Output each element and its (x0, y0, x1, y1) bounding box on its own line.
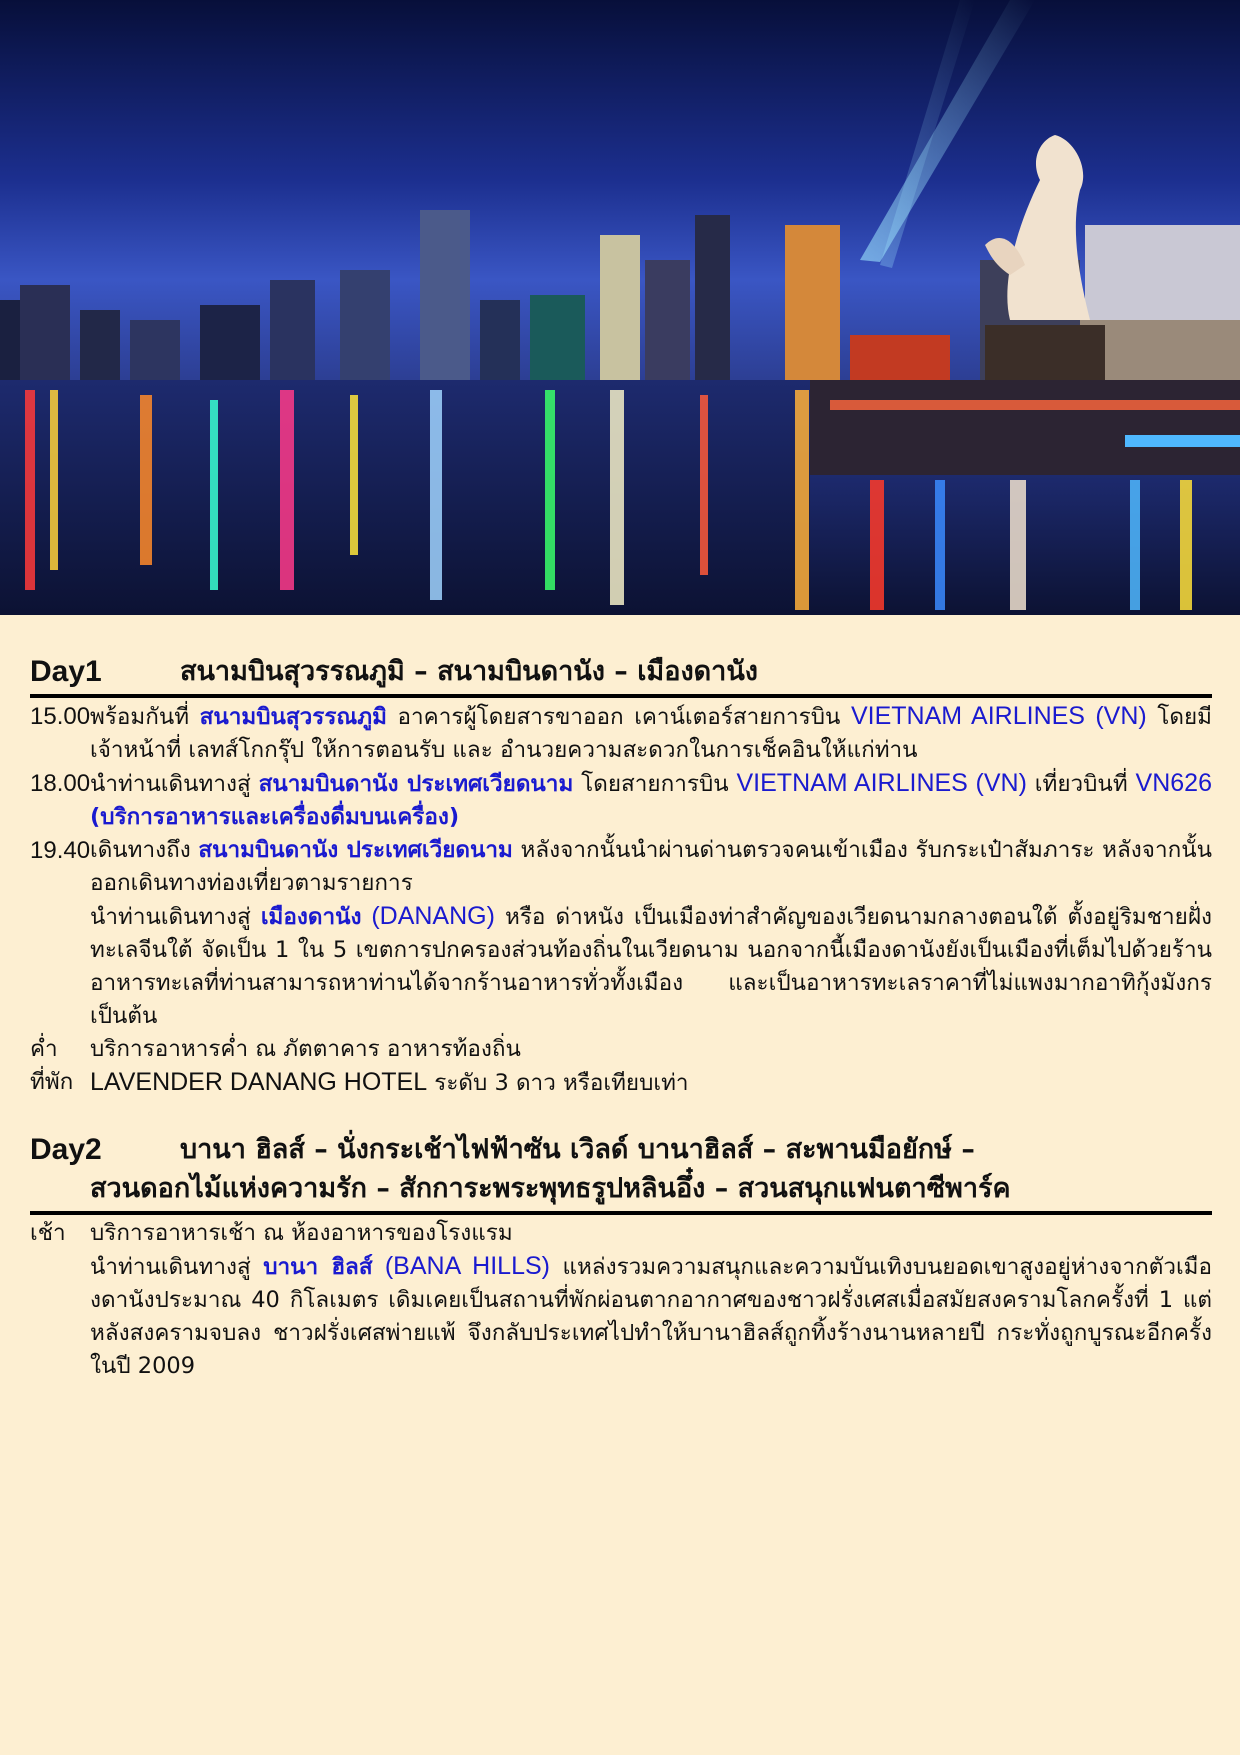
day1-row-1940 (30, 834, 1212, 900)
time-1800: 18.00 (30, 770, 91, 797)
day1-hotel-row (30, 1066, 1212, 1100)
day1-danang-paragraph (30, 900, 1212, 1033)
text: ระดับ 3 ดาว หรือเทียบเท่า (427, 1070, 689, 1096)
day2-bana-paragraph (30, 1250, 1212, 1383)
city-danang: เมืองดานัง (260, 904, 362, 930)
text: นำท่านเดินทางสู่ (90, 771, 259, 797)
text: นำท่านเดินทางสู่ (90, 1254, 264, 1280)
day2-header (30, 1130, 1212, 1208)
hero-image (0, 0, 1240, 615)
text: แหล่งรวมความสนุกและความบันเทิงบนยอดเขาสูงอยู่ห่างจากตัวเมืองดานังประมาณ 40 กิโลเมตร เดิมเคยเป็นสถานที่พักผ่อนตากอากาศของชาวฝรั่งเศสเมื่อสมัยสงครามโลกครั้งที่ 1 แต่หลังสงครามจบลง ชาวฝรั่งเศสพ่ายแพ้ จึงกลับประเทศไปทำให้บานาฮิลส์ถูกทิ้งร้างนานหลายปี กระทั่งถูกบูรณะอีกครั้งในปี 2009 (90, 1254, 1212, 1379)
day1-row-1800 (30, 767, 1212, 834)
flight-number: VN626 (1135, 769, 1212, 797)
time-1500: 15.00 (30, 703, 91, 730)
day2-label: Day2 (30, 1133, 102, 1166)
paragraph-text (90, 1250, 1212, 1383)
day2-divider (30, 1211, 1212, 1215)
dinner-text: บริการอาหารค่ำ ณ ภัตตาคาร อาหารท้องถิ่น (90, 1036, 521, 1062)
day1-row-1500-text (90, 700, 1212, 767)
paragraph-text (90, 900, 1212, 1033)
text: หรือ ด่าหนัง เป็นเมืองท่าสำคัญของเวียดนามกลางตอนใต้ ตั้งอยู่ริมชายฝั่งทะเลจีนใต้ จัดเป็น 1 ใน 5 เขตการปกครองส่วนท้องถิ่นในเวียดนาม นอกจากนี้เมืองดานังยังเป็นเมืองที่เต็มไปด้วยร้านอาหารทะเลที่ท่านสามารถหาท่านได้จากร้านอาหารทั่วทั้งเมือง และเป็นอาหารทะเลราคาที่ไม่แพงมากอาทิกุ้งมังกรเป็นต้น (90, 904, 1212, 1029)
bana-hills: บานา ฮิลส์ (263, 1254, 373, 1280)
day2-title-line1: บานา ฮิลส์ – นั่งกระเช้าไฟฟ้าซัน เวิลด์ บานาฮิลส์ – สะพานมือยักษ์ – (180, 1134, 975, 1165)
airport-danang: สนามบินดานัง ประเทศเวียดนาม (198, 837, 513, 863)
day1-row-1800-text (90, 767, 1212, 834)
breakfast-text: บริการอาหารเช้า ณ ห้องอาหารของโรงแรม (90, 1220, 513, 1246)
airport-danang: สนามบินดานัง ประเทศเวียดนาม (258, 771, 574, 797)
day1-label: Day1 (30, 655, 102, 688)
text: โดยสายการบิน (573, 771, 737, 797)
text: เดินทางถึง (90, 837, 199, 863)
day1-dinner-row (30, 1033, 1212, 1066)
city-danang-en: (DANANG) (361, 902, 495, 930)
day1-divider (30, 694, 1212, 698)
text: พร้อมกันที่ (90, 704, 200, 730)
itinerary (30, 652, 1212, 1383)
airline-name: VIETNAM AIRLINES (VN) (736, 769, 1027, 797)
day2-title (90, 1130, 1212, 1208)
text: เที่ยวบินที่ (1026, 771, 1136, 797)
dinner-label: ค่ำ (30, 1036, 58, 1062)
day1-header (30, 652, 1212, 691)
day1-title: สนามบินสุวรรณภูมิ – สนามบินดานัง – เมืองดานัง (180, 656, 758, 687)
text: หลังจากนั้นนำผ่านด่านตรวจคนเข้าเมือง รับกระเป๋าสัมภาระ หลังจากนั้นออกเดินทางท่องเที่ยวตามรายการ (90, 837, 1212, 896)
hotel-label: ที่พัก (30, 1069, 74, 1095)
day1-row-1940-text (90, 834, 1212, 900)
hotel-text (90, 1066, 1212, 1100)
time-1940: 19.40 (30, 837, 91, 864)
city-skyline-night-image (0, 0, 1240, 615)
day2-breakfast-row (30, 1217, 1212, 1250)
day2-title-line2: สวนดอกไม้แห่งความรัก – สักการะพระพุทธรูปหลินอึ๋ง – สวนสนุกแฟนตาซีพาร์ค (90, 1173, 1011, 1204)
text: อาคารผู้โดยสารขาออก เคาน์เตอร์สายการบิน (386, 704, 851, 730)
airport-suvarnabhumi: สนามบินสุวรรณภูมิ (199, 704, 387, 730)
meal-note: (บริการอาหารและเครื่องดื่มบนเครื่อง) (90, 804, 460, 830)
text: นำท่านเดินทางสู่ (90, 904, 261, 930)
airline-name: VIETNAM AIRLINES (VN) (850, 702, 1147, 730)
text: โดยมีเจ้าหน้าที่ เลทส์โกกรุ๊ป ให้การตอนรับ และ อำนวยความสะดวกในการเช็คอินให้แก่ท่าน (90, 704, 1212, 763)
bana-hills-en: (BANA HILLS) (372, 1252, 550, 1280)
hotel-name: LAVENDER DANANG HOTEL (90, 1068, 428, 1096)
day1-row-1500 (30, 700, 1212, 767)
breakfast-label: เช้า (30, 1220, 66, 1246)
